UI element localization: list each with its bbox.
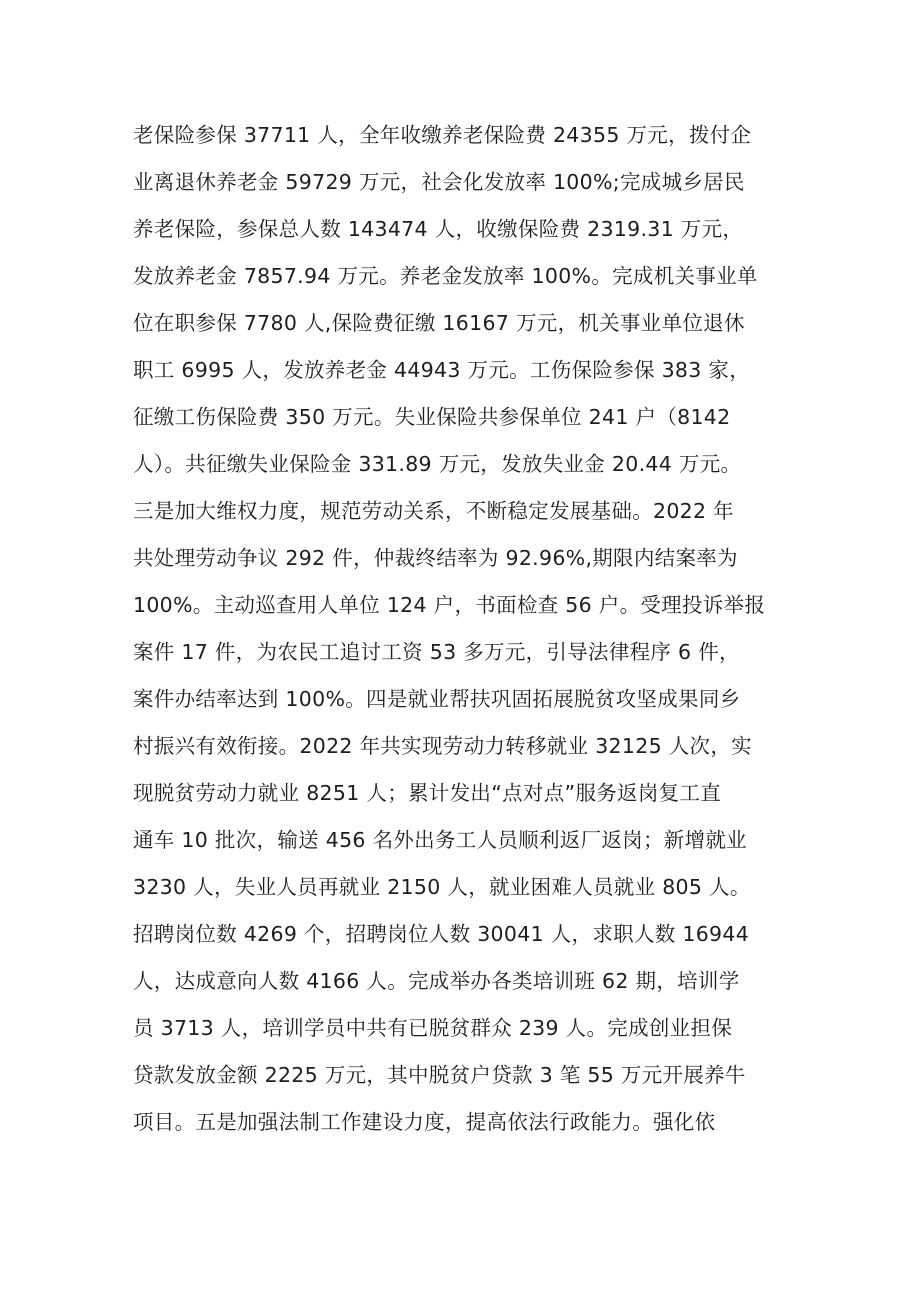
text-line: 共处理劳动争议 292 件，仲裁终结率为 92.96%,期限内结案率为: [133, 546, 738, 570]
text-line: 老保险参保 37711 人，全年收缴养老保险费 24355 万元，拨付企: [133, 123, 752, 147]
text-line: 三是加大维权力度，规范劳动关系，不断稳定发展基础。2022 年: [133, 499, 734, 523]
body-text: [133, 112, 803, 1146]
text-line: 案件 17 件，为农民工追讨工资 53 多万元，引导法律程序 6 件，: [133, 640, 740, 664]
text-line: 养老保险，参保总人数 143474 人，收缴保险费 2319.31 万元，: [133, 217, 744, 241]
text-line: 项目。五是加强法制工作建设力度，提高依法行政能力。强化依: [133, 1110, 716, 1134]
text-line: 员 3713 人，培训学员中共有已脱贫群众 239 人。完成创业担保: [133, 1016, 733, 1040]
text-line: 现脱贫劳动力就业 8251 人；累计发出“点对点”服务返岗复工直: [133, 781, 722, 805]
text-line: 发放养老金 7857.94 万元。养老金发放率 100%。完成机关事业单: [133, 264, 758, 288]
text-line: 100%。主动巡查用人单位 124 户，书面检查 56 户。受理投诉举报: [133, 593, 766, 617]
text-line: 人，达成意向人数 4166 人。完成举办各类培训班 62 期，培训学: [133, 969, 740, 993]
text-line: 征缴工伤保险费 350 万元。失业保险共参保单位 241 户（8142: [133, 405, 731, 429]
text-line: 通车 10 批次，输送 456 名外出务工人员顺利返厂返岗；新增就业: [133, 828, 747, 852]
text-line: 人）。共征缴失业保险金 331.89 万元，发放失业金 20.44 万元。: [133, 452, 742, 476]
text-line: 业离退休养老金 59729 万元，社会化发放率 100%;完成城乡居民: [133, 170, 745, 194]
text-line: 职工 6995 人，发放养老金 44943 万元。工伤保险参保 383 家，: [133, 358, 751, 382]
text-line: 位在职参保 7780 人,保险费征缴 16167 万元，机关事业单位退休: [133, 311, 745, 335]
text-line: 招聘岗位数 4269 个，招聘岗位人数 30041 人，求职人数 16944: [133, 922, 750, 946]
text-line: 村振兴有效衔接。2022 年共实现劳动力转移就业 32125 人次，实: [133, 734, 752, 758]
text-line: 案件办结率达到 100%。四是就业帮扶巩固拓展脱贫攻坚成果同乡: [133, 687, 741, 711]
text-line: 贷款发放金额 2225 万元，其中脱贫户贷款 3 笔 55 万元开展养牛: [133, 1063, 746, 1087]
text-line: 3230 人，失业人员再就业 2150 人，就业困难人员就业 805 人。: [133, 875, 751, 899]
